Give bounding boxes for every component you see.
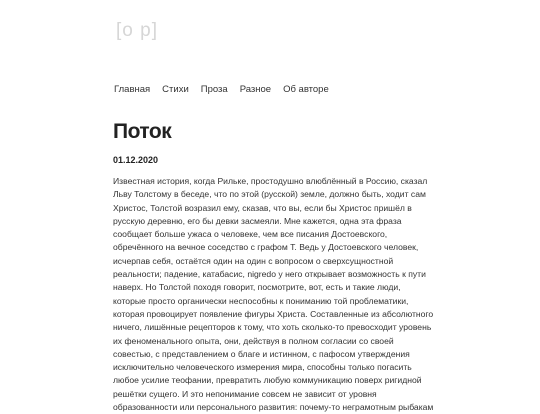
nav-item-about[interactable]: Об авторе: [283, 84, 329, 95]
nav-item-home[interactable]: Главная: [114, 84, 151, 95]
nav-item-poems[interactable]: Стихи: [162, 84, 189, 95]
main-nav: [114, 84, 329, 95]
post-title: Поток: [113, 120, 172, 143]
post-body: Известная история, когда Рильке, простодушно влюблённый в Россию, сказал Льву Толстому в беседе, что по этой (русской) земле, должно быть, ходит сам Христос, Толстой возразил ему, сказав, что вы, если бы Христос пришёл в русскую деревню, его бы девки засмеяли. Мне кажется, одна эта фраза сообщает больше ужаса о человеке, чем все писания Достоевского, обречённого на вечное соседство с графом Т. Ведь у Достоевского человек, исчерпав себя, остаётся один на один с вопросом о сверхсущностной реальности; падение, катабасис, nigredo у него открывает возможность к пути наверх. Но Толстой походя говорит, посмотрите, вот, есть и такие люди, которые просто органически неспособны к пониманию той проблематики, которая провоцирует появление фигуры Христа. Составленные из абсолютного ничего, лишённые рецепторов к тому, что хоть сколько-то превосходит уровень их феноменального опыта, они, действуя в полном согласии со своей совестью, с представлением о благе и истинном, с пафосом утверждения исключительно человеческого измерения мира, способны только погасить любое усилие теофании, превратить любую коммуникацию поверх ригидной решётки сущего. И это непонимание совсем не зависит от уровня образованности или персонального развития: почему-то неграмотным рыбакам: [113, 176, 434, 413]
nav-item-prose[interactable]: Проза: [200, 84, 228, 95]
post-date: 01.12.2020: [113, 155, 159, 165]
nav-item-misc[interactable]: Разное: [239, 84, 272, 95]
site-logo[interactable]: [o p]: [116, 20, 158, 41]
